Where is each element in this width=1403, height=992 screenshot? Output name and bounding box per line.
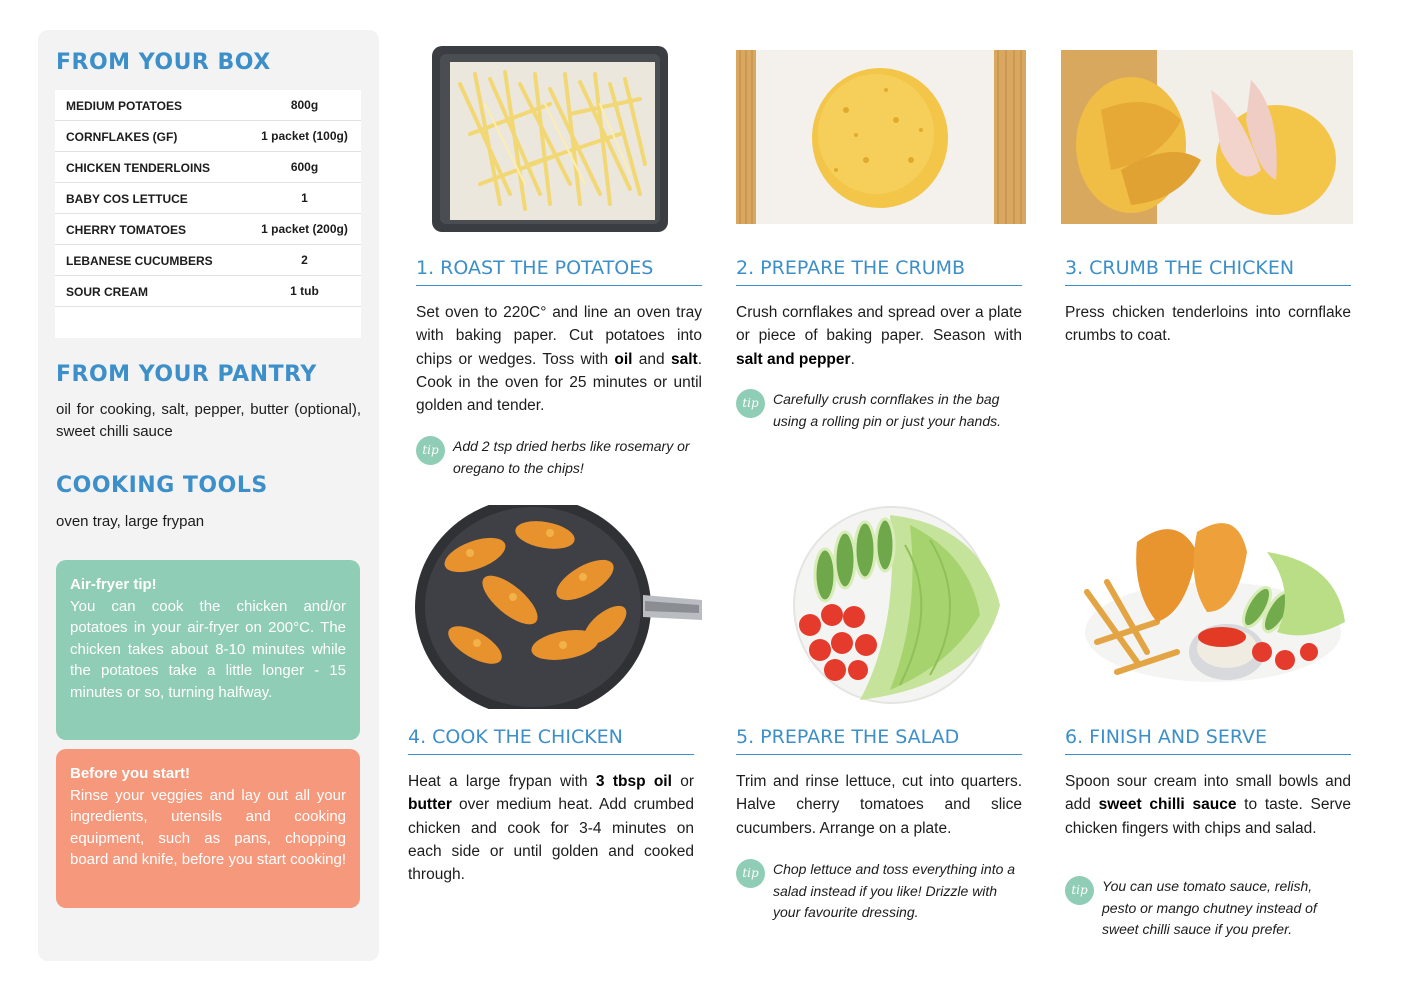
ingredients-sidebar [38, 30, 379, 961]
step-text: or [671, 773, 694, 790]
step-6-body [1065, 770, 1351, 840]
step-1-tip [416, 436, 702, 484]
box-ingredient-row [55, 152, 361, 183]
box-ingredients-table [55, 90, 361, 338]
step-6-tip-text: You can use tomato sauce, relish, pesto or mango chutney instead of sweet chilli sauce if you prefer. [1102, 878, 1317, 938]
ingredient-name: CORNFLAKES (GF) [66, 130, 178, 144]
bold-ingredient: salt and pepper [736, 350, 851, 368]
ingredient-quantity: 800g [290, 98, 319, 112]
step-text: Spoon sour cream into small bowls and add [1065, 773, 1351, 814]
ingredient-quantity: 1 tub [290, 284, 319, 298]
step-text: to taste. Serve chicken fingers with chips and salad. [1065, 796, 1351, 837]
step-1-title: 1. ROAST THE POTATOES [416, 257, 702, 286]
box-ingredient-row [55, 214, 361, 245]
bold-ingredient: oil [614, 350, 633, 368]
step-text: over medium heat. Add crumbed chicken and cook for 3-4 minutes on each side or until golden and cooked through. [408, 796, 694, 884]
bold-ingredient: sweet chilli sauce [1098, 796, 1237, 814]
step-text: Trim and rinse lettuce, cut into quarters. Halve cherry tomatoes and slice cucumbers. Arrange on a plate. [736, 773, 1022, 837]
pantry-text: oil for cooking, salt, pepper, butter (optional), sweet chilli sauce [56, 401, 361, 440]
ingredient-name: LEBANESE CUCUMBERS [66, 254, 213, 268]
step-1-body [416, 301, 702, 417]
ingredient-quantity: 1 packet (200g) [261, 222, 348, 236]
ingredient-name: SOUR CREAM [66, 285, 149, 299]
ingredient-quantity: 600g [290, 160, 319, 174]
bold-ingredient: salt [670, 350, 698, 368]
step-2-body [736, 301, 1022, 371]
ingredient-name: CHERRY TOMATOES [66, 223, 187, 237]
step-text: . [850, 350, 855, 368]
tray-chips-photo [430, 44, 670, 234]
tip-icon: tip [736, 859, 765, 888]
step-text: . Cook in the oven for 25 minutes or until golden and tender. [416, 350, 702, 415]
step-2-tip [736, 389, 1022, 437]
step-6-tip [1065, 876, 1351, 944]
step-1-tip-text: Add 2 tsp dried herbs like rosemary or oregano to the chips! [453, 438, 690, 476]
ingredient-name: CHICKEN TENDERLOINS [66, 161, 211, 175]
ingredient-name: BABY COS LETTUCE [66, 192, 188, 206]
airfryer-tip-text: You can cook the chicken and/or potatoes in your air-fryer on 200°C. The chicken takes about 8-10 minutes while the potatoes take a little longer - 15 minutes or so, turning halfway. [70, 597, 346, 701]
tip-icon: tip [1065, 876, 1094, 905]
airfryer-tip-box [56, 560, 360, 740]
step-5-tip-text: Chop lettuce and toss everything into a salad instead if you like! Drizzle with your favourite dressing. [773, 861, 1016, 921]
step-2-title: 2. PREPARE THE CRUMB [736, 257, 1022, 286]
cornflake-crumb-photo [736, 50, 1026, 224]
tip-icon: tip [416, 436, 445, 465]
box-heading: FROM YOUR BOX [56, 50, 271, 75]
served-plate-photo [1077, 512, 1349, 692]
box-ingredient-row [55, 121, 361, 152]
ingredient-quantity: 1 [301, 191, 308, 205]
step-2-tip-text: Carefully crush cornflakes in the bag using a rolling pin or just your hands. [773, 391, 1002, 429]
tools-text: oven tray, large frypan [56, 513, 205, 530]
ingredient-quantity: 1 packet (100g) [261, 129, 348, 143]
box-ingredient-row [55, 90, 361, 121]
bold-ingredient: 3 tbsp oil [595, 773, 672, 790]
step-text: and [632, 350, 671, 368]
step-3-body [1065, 301, 1351, 348]
salad-plate-photo [780, 505, 1012, 705]
step-5-title: 5. PREPARE THE SALAD [736, 726, 1022, 755]
step-text: Heat a large frypan with [408, 773, 596, 790]
step-text: Crush cornflakes and spread over a plate or piece of baking paper. Season with [736, 304, 1022, 345]
step-5-body [736, 770, 1022, 840]
frypan-chicken-photo [415, 505, 702, 709]
step-3-title: 3. CRUMB THE CHICKEN [1065, 257, 1351, 286]
step-4-body [408, 770, 694, 886]
before-start-title: Before you start! [70, 765, 191, 782]
bold-ingredient: butter [408, 796, 452, 814]
ingredient-quantity: 2 [301, 253, 308, 267]
step-text: Press chicken tenderloins into cornflake crumbs to coat. [1065, 304, 1351, 345]
before-start-text: Rinse your veggies and lay out all your ingredients, utensils and cooking equipment, such as pans, chopping board and knife, before you start cooking! [70, 786, 347, 869]
airfryer-tip-title: Air-fryer tip! [70, 576, 157, 593]
before-start-box [56, 749, 360, 908]
box-ingredient-row [55, 183, 361, 214]
step-text: Set oven to 220C° and line an oven tray with baking paper. Cut potatoes into chips or wedges. Toss with [416, 304, 702, 368]
step-6-title: 6. FINISH AND SERVE [1065, 726, 1351, 755]
crumbed-chicken-photo [1061, 50, 1353, 224]
tip-icon: tip [736, 389, 765, 418]
box-ingredient-row [55, 276, 361, 307]
step-5-tip [736, 859, 1022, 927]
box-ingredient-row [55, 245, 361, 276]
tools-heading: COOKING TOOLS [56, 473, 268, 498]
ingredient-name: MEDIUM POTATOES [66, 99, 183, 113]
pantry-heading: FROM YOUR PANTRY [56, 362, 317, 387]
step-4-title: 4. COOK THE CHICKEN [408, 726, 694, 755]
